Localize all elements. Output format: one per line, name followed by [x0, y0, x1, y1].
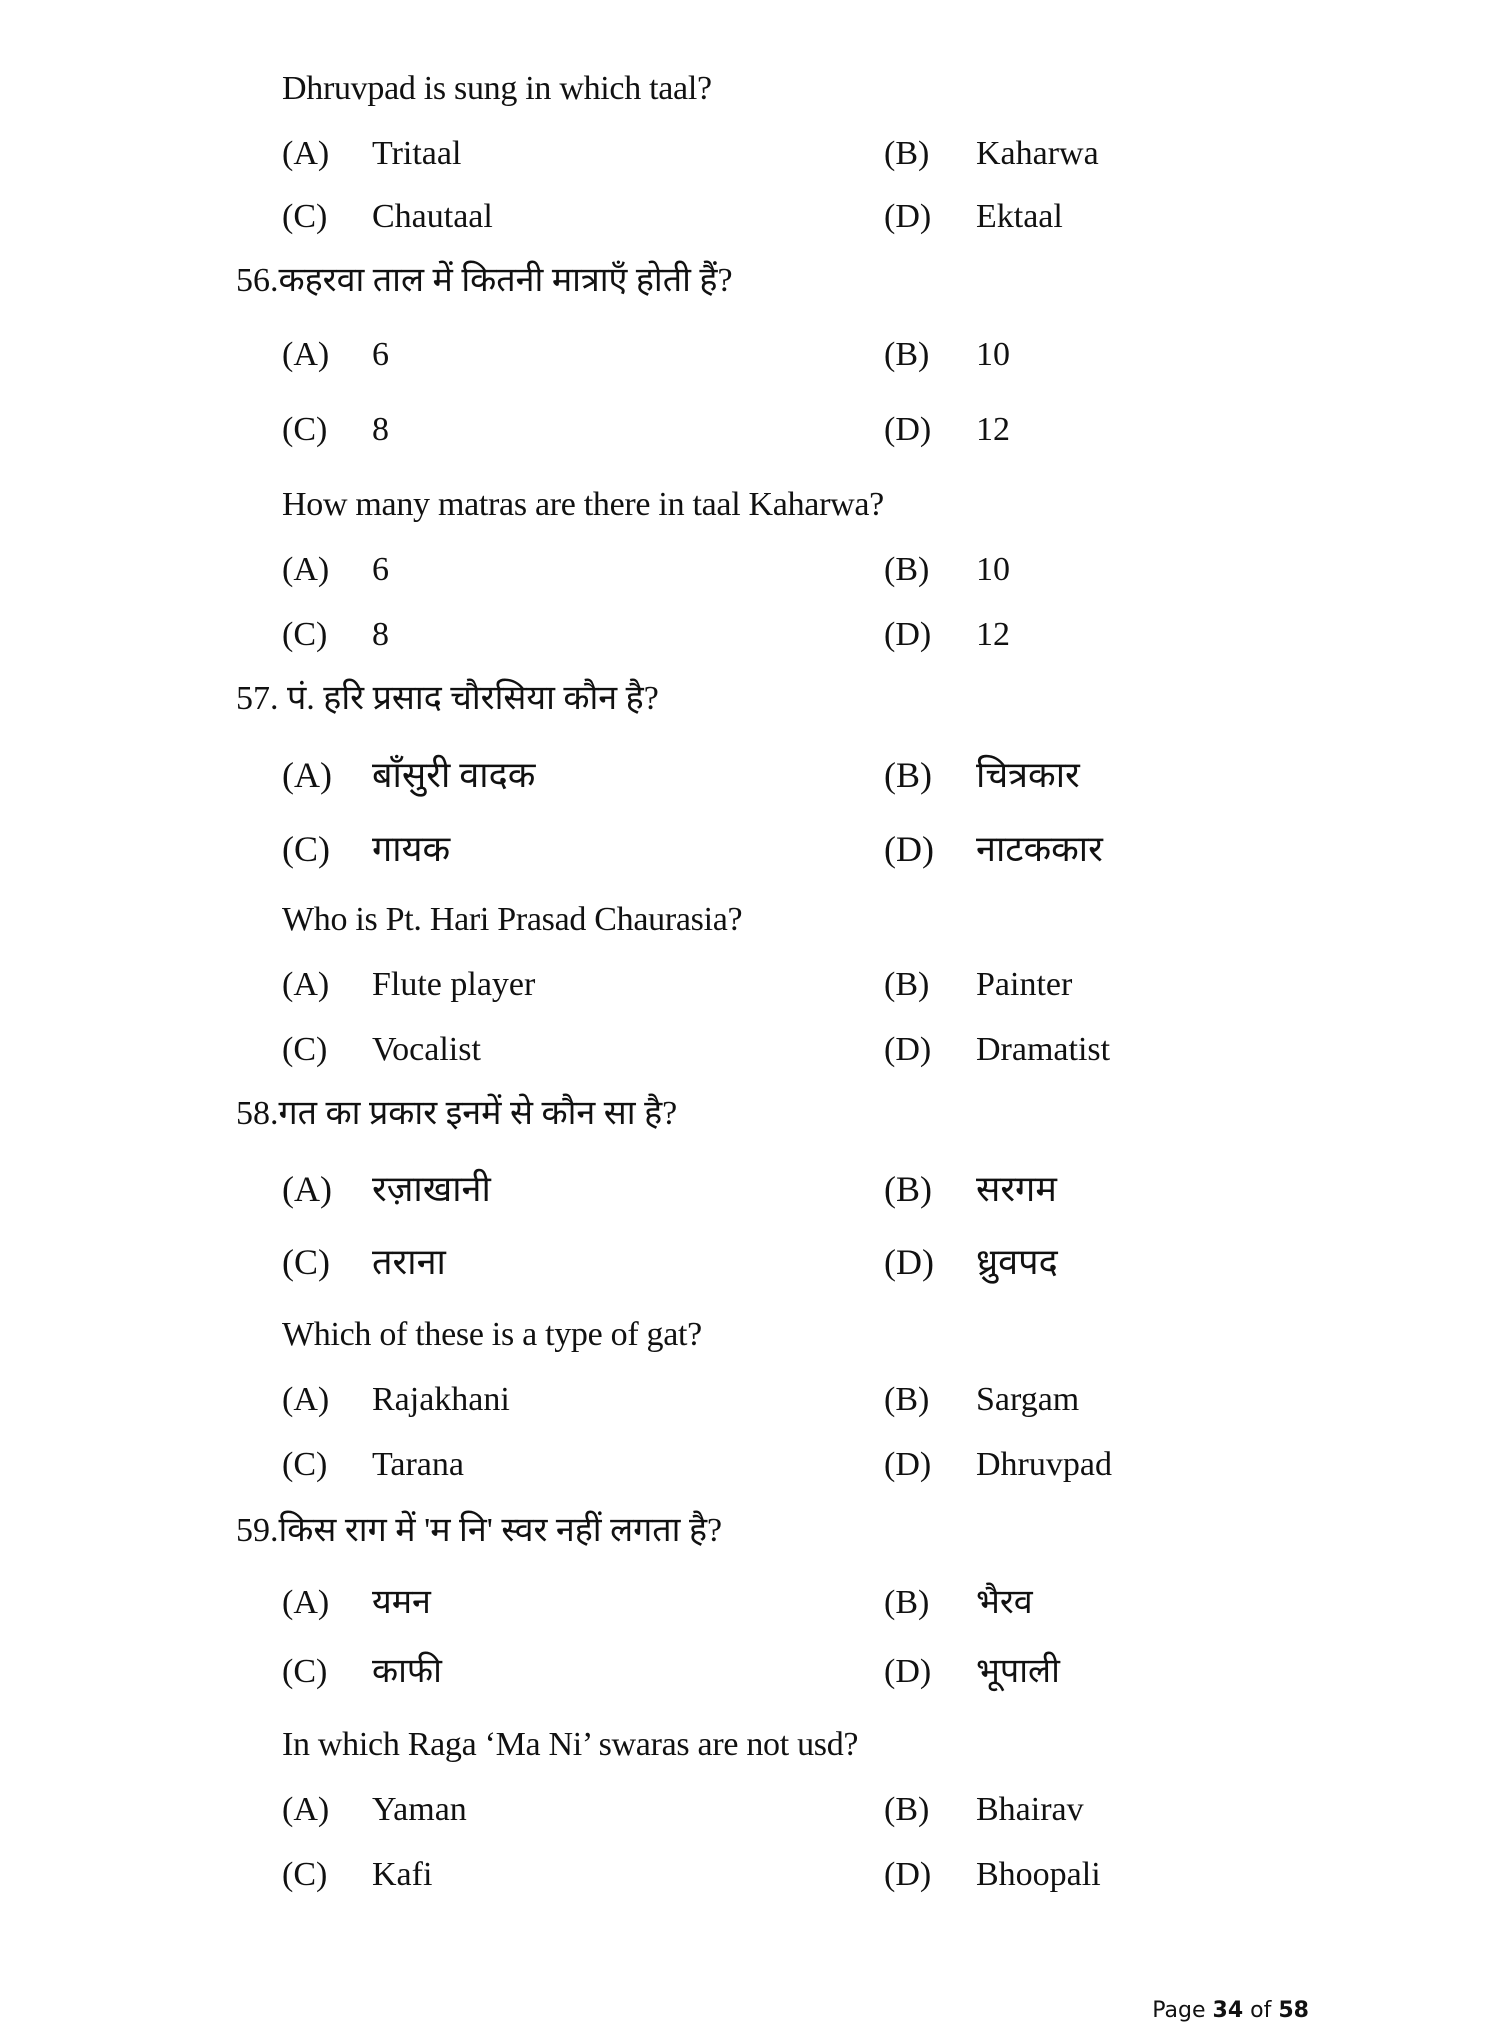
question-text: पं. हरि प्रसाद चौरसिया कौन है?: [287, 680, 659, 717]
option-letter-c: (C): [282, 1031, 328, 1068]
options-row: [0, 553, 1505, 593]
options-row: [0, 1171, 1505, 1211]
option-letter-c: (C): [282, 198, 328, 235]
option-text-d: नाटककार: [976, 829, 1103, 869]
option-letter-b: (B): [884, 1584, 930, 1621]
option-text-a: Flute player: [372, 966, 536, 1003]
option-letter-c: (C): [282, 411, 328, 448]
option-text-a: यमन: [372, 1584, 431, 1621]
options-row: [0, 757, 1505, 797]
option-text-b: चित्रकार: [976, 755, 1080, 795]
question-text: किस राग में 'म नि' स्वर नहीं लगता है?: [278, 1512, 723, 1549]
question-hindi: [236, 1514, 722, 1548]
option-letter-d: (D): [884, 1242, 934, 1282]
option-letter-c: (C): [282, 1242, 330, 1282]
options-row: [0, 1448, 1505, 1488]
question-hindi: [236, 264, 733, 298]
option-text-a: 6: [372, 336, 389, 373]
option-text-b: Bhairav: [976, 1791, 1084, 1828]
option-letter-a: (A): [282, 551, 330, 588]
option-text-d: Ektaal: [976, 198, 1063, 235]
option-text-c: 8: [372, 616, 389, 653]
page-separator: of: [1250, 1998, 1272, 2023]
option-letter-b: (B): [884, 755, 932, 795]
option-text-a: Tritaal: [372, 135, 462, 172]
option-text-d: भूपाली: [976, 1653, 1060, 1690]
option-letter-a: (A): [282, 336, 330, 373]
option-text-d: ध्रुवपद: [976, 1242, 1058, 1282]
option-letter-d: (D): [884, 411, 932, 448]
option-letter-d: (D): [884, 829, 934, 869]
question-number: 59.: [236, 1512, 279, 1549]
question-text: Dhruvpad is sung in which taal?: [282, 70, 712, 107]
question-text: How many matras are there in taal Kaharwa?: [282, 486, 884, 523]
options-row: [0, 968, 1505, 1008]
option-text-c: Vocalist: [372, 1031, 481, 1068]
option-text-b: 10: [976, 551, 1010, 588]
option-text-a: Yaman: [372, 1791, 467, 1828]
options-row: [0, 1793, 1505, 1833]
question-number: 56.: [236, 262, 279, 299]
options-row: [0, 200, 1505, 240]
question-text: Who is Pt. Hari Prasad Chaurasia?: [282, 901, 743, 938]
options-row: [0, 1586, 1505, 1626]
option-letter-d: (D): [884, 1446, 932, 1483]
question-number: 58.: [236, 1095, 279, 1132]
option-letter-a: (A): [282, 135, 330, 172]
option-letter-a: (A): [282, 966, 330, 1003]
options-row: [0, 1858, 1505, 1898]
options-row: [0, 413, 1505, 453]
options-row: [0, 338, 1505, 378]
option-letter-a: (A): [282, 1791, 330, 1828]
option-letter-a: (A): [282, 1381, 330, 1418]
option-letter-b: (B): [884, 1169, 932, 1209]
option-letter-c: (C): [282, 616, 328, 653]
question-hindi: [236, 682, 659, 716]
option-letter-b: (B): [884, 966, 930, 1003]
option-text-b: भैरव: [976, 1584, 1033, 1621]
options-row: [0, 831, 1505, 871]
option-text-d: Dhruvpad: [976, 1446, 1112, 1483]
option-text-a: रज़ाखानी: [372, 1169, 491, 1209]
option-text-c: Tarana: [372, 1446, 464, 1483]
option-letter-b: (B): [884, 135, 930, 172]
page-footer: [1152, 1998, 1309, 2023]
option-text-c: Kafi: [372, 1856, 433, 1893]
option-text-b: 10: [976, 336, 1010, 373]
option-text-d: Bhoopali: [976, 1856, 1101, 1893]
option-letter-d: (D): [884, 1653, 932, 1690]
option-text-d: Dramatist: [976, 1031, 1111, 1068]
option-text-a: Rajakhani: [372, 1381, 510, 1418]
option-text-d: 12: [976, 616, 1010, 653]
question-text: Which of these is a type of gat?: [282, 1316, 702, 1353]
question-number: 57.: [236, 680, 279, 717]
option-text-c: Chautaal: [372, 198, 493, 235]
option-letter-b: (B): [884, 551, 930, 588]
options-row: [0, 1244, 1505, 1284]
option-text-d: 12: [976, 411, 1010, 448]
option-letter-d: (D): [884, 198, 932, 235]
option-letter-d: (D): [884, 1031, 932, 1068]
option-letter-c: (C): [282, 829, 330, 869]
option-letter-c: (C): [282, 1856, 328, 1893]
option-letter-b: (B): [884, 336, 930, 373]
options-row: [0, 1383, 1505, 1423]
option-letter-b: (B): [884, 1381, 930, 1418]
option-text-c: गायक: [372, 829, 451, 869]
option-text-b: Sargam: [976, 1381, 1080, 1418]
option-letter-a: (A): [282, 755, 332, 795]
option-letter-d: (D): [884, 1856, 932, 1893]
option-letter-d: (D): [884, 616, 932, 653]
option-letter-c: (C): [282, 1446, 328, 1483]
question-text: गत का प्रकार इनमें से कौन सा है?: [278, 1095, 678, 1132]
options-row: [0, 1655, 1505, 1695]
question-text: कहरवा ताल में कितनी मात्राएँ होती हैं?: [278, 262, 733, 299]
option-text-b: Kaharwa: [976, 135, 1099, 172]
option-text-b: Painter: [976, 966, 1073, 1003]
question-text: In which Raga ‘Ma Ni’ swaras are not usd?: [282, 1726, 859, 1763]
question-hindi: [236, 1097, 677, 1131]
option-letter-c: (C): [282, 1653, 328, 1690]
current-page-number: 34: [1212, 1998, 1244, 2023]
option-text-a: बाँसुरी वादक: [372, 755, 536, 795]
options-row: [0, 618, 1505, 658]
option-letter-b: (B): [884, 1791, 930, 1828]
options-row: [0, 137, 1505, 177]
options-row: [0, 1033, 1505, 1073]
total-pages-number: 58: [1278, 1998, 1309, 2023]
option-text-a: 6: [372, 551, 389, 588]
option-text-c: काफी: [372, 1653, 442, 1690]
option-text-c: 8: [372, 411, 389, 448]
option-letter-a: (A): [282, 1169, 332, 1209]
option-text-c: तराना: [372, 1242, 446, 1282]
page-label: Page: [1152, 1998, 1206, 2023]
option-letter-a: (A): [282, 1584, 330, 1621]
option-text-b: सरगम: [976, 1169, 1057, 1209]
